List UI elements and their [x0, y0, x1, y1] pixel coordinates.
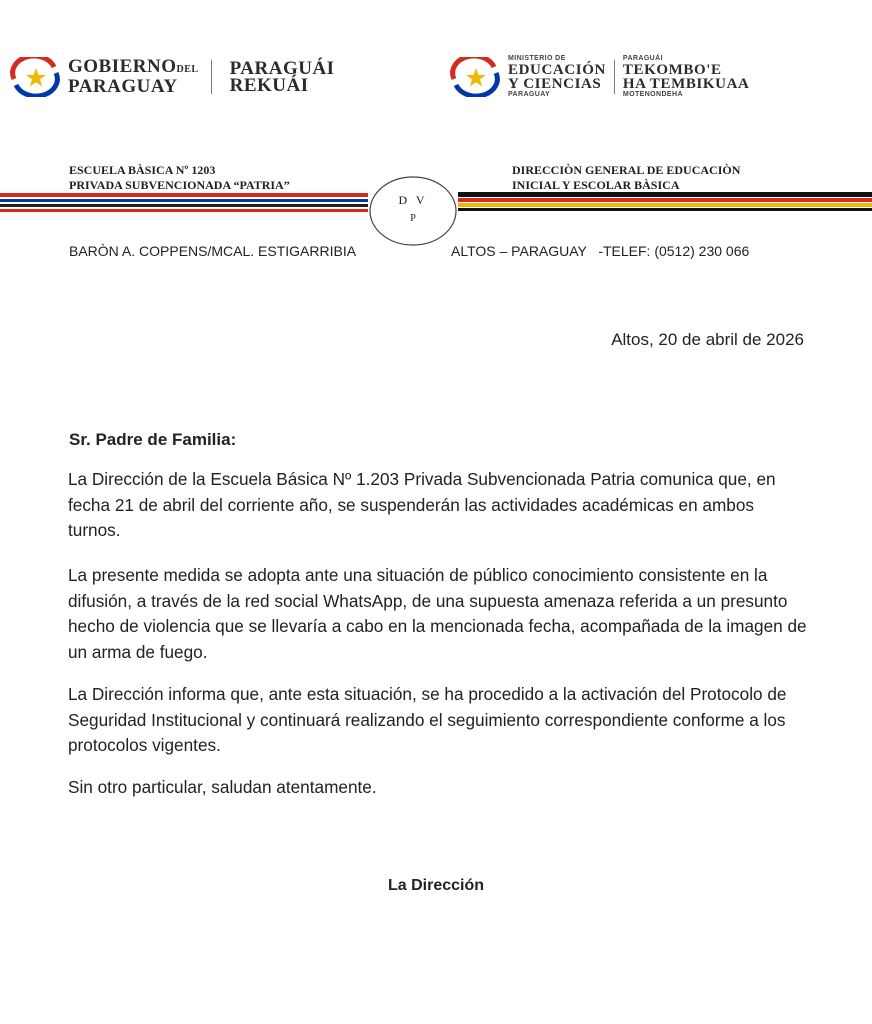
stripe-blue [0, 199, 368, 202]
stripe-black [0, 204, 368, 207]
paraguay-emblem-icon [10, 57, 62, 97]
ministry-top-small: MINISTERIO DE [508, 55, 566, 62]
ministry-line1: EDUCACIÓN [508, 62, 606, 78]
ministry-guarani-bottom-small: MOTENONDEHA [622, 91, 683, 98]
seal-line1: D V [398, 193, 428, 207]
school-name-line1: ESCUELA BÀSICA Nº 1203 [69, 163, 216, 177]
school-contact: ALTOS – PARAGUAY -TELEF: (0512) 230 066 [451, 243, 750, 259]
letter-signoff: La Dirección [387, 877, 485, 894]
ministry-guarani-line1: TEKOMBO'E [622, 62, 722, 78]
gov-name-line1: GOBIERNO [68, 56, 177, 77]
letter-salutation: Sr. Padre de Familia: [69, 430, 237, 449]
stripe-black-right-2 [458, 208, 872, 211]
stripe-red-2 [0, 209, 368, 212]
school-address: BARÒN A. COPPENS/MCAL. ESTIGARRIBIA [69, 243, 357, 259]
government-logo [10, 52, 335, 102]
ministry-line2: Y CIENCIAS [508, 76, 602, 92]
school-name-line2: PRIVADA SUBVENCIONADA “PATRIA” [69, 178, 290, 192]
direction-line2: INICIAL Y ESCOLAR BÀSICA [512, 178, 680, 192]
school-seal [367, 175, 459, 247]
direction-line1: DIRECCIÒN GENERAL DE EDUCACIÒN [512, 163, 741, 177]
stripe-black-right [458, 192, 872, 197]
ministry-guarani-line2: HA TEMBIKUAA [622, 76, 750, 92]
ministry-logo [450, 52, 749, 102]
ministry-guarani-top-small: PARAGUÁI [622, 55, 663, 62]
letter-date: Altos, 20 de abril de 2026 [611, 330, 804, 349]
letter-paragraph-3: La Dirección informa que, ante esta situación, se ha procedido a la activación del Protocolo de Seguridad Institucional y continuará realizando el seguimiento correspondiente conforme a los protocolos vigentes. [68, 684, 787, 755]
stripe-gold-right [458, 203, 872, 207]
letter-paragraph-2: La presente medida se adopta ante una situación de público conocimiento consistente en la difusión, a través de la red social WhatsApp, de una supuesta amenaza referida a un presunto hecho de violencia que se llevaría a cabo en la mencionada fecha, acompañada de la imagen de un arma de fuego. [68, 565, 807, 662]
stripe-red-right [458, 198, 872, 202]
direction-block [512, 163, 740, 193]
letter-paragraph-1: La Dirección de la Escuela Básica Nº 1.203 Privada Subvencionada Patria comunica que, en fecha 21 de abril del corriente año, se suspenderán las actividades académicas en ambos turnos. [68, 469, 776, 540]
gov-name-small: DEL [176, 64, 199, 75]
paraguay-emblem-icon [450, 57, 502, 97]
gov-guarani-line2: REKUÁI [229, 74, 309, 96]
seal-circle-icon [367, 175, 459, 247]
gov-name-line2: PARAGUAY [68, 76, 178, 97]
logo-divider [614, 60, 615, 94]
gov-guarani-line1: PARAGUÁI [229, 57, 335, 79]
stripe-red [0, 193, 368, 197]
school-name-block [69, 163, 290, 193]
logo-divider [211, 60, 212, 94]
seal-line2: P [410, 213, 416, 224]
letter-closing: Sin otro particular, saludan atentamente. [68, 777, 377, 797]
ministry-bottom-small: PARAGUAY [508, 91, 551, 98]
